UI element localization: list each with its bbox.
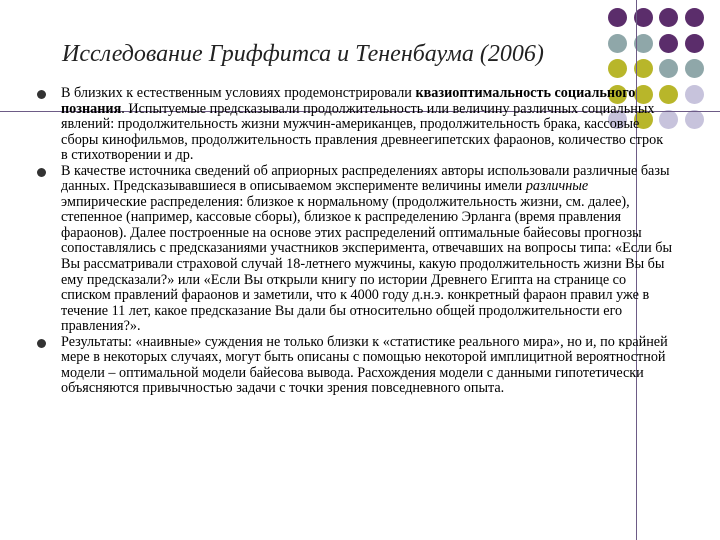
italic-emphasis: различные [525, 178, 589, 195]
bold-emphasis: квазиоптимальность социального познания [61, 85, 636, 117]
decorative-dot [685, 8, 704, 27]
slide-title: Исследование Гриффитса и Тененбаума (2006) [62, 41, 544, 67]
bullet-item [37, 86, 673, 164]
bullet-icon [37, 339, 46, 348]
bullet-list [37, 86, 673, 397]
decorative-dot [659, 8, 678, 27]
bullet-text: В близких к естественным условиях продемонстрировали квазиоптимальность социального познания. Испытуемые предсказывали продолжительность или величину различных социальных явлений: продолжительность жизни мужчин-американцев, продолжительность брака, кассовые сборы кинофильмов, продолжительность правления древнеегипетских фараонов, количество строк в стихотворении и др. [61, 85, 664, 164]
bullet-icon [37, 168, 46, 177]
decorative-dot [659, 59, 678, 78]
decorative-dot [608, 59, 627, 78]
bullet-text: Результаты: «наивные» суждения не только близки к «статистике реального мира», но и, по крайней мере в некоторых случаях, могут быть описаны с помощью некоторой имплицитной вероятностной модели – оптимальной модели байесова вывода. Расхождения модели с данными гипотетически объясняются привычностью задачи с точки зрения повседневного опыта. [61, 333, 668, 397]
bullet-icon [37, 90, 46, 99]
bullet-item [37, 335, 673, 397]
decorative-dot [608, 8, 627, 27]
decorative-dot [685, 110, 704, 129]
decorative-dot [659, 34, 678, 53]
bullet-text: В качестве источника сведений об априорных распределениях авторы использовали различные базы данных. Предсказывавшиеся в описываемом эксперименте величины имели различные эмпирические распределения: близкое к нормальному (продолжительность жизни, см. далее), степенное (например, кассовые сборы), близкое к распределению Эрланга (время правления фараонов). Далее построенные на основе этих распределений оптимальные байесовы прогнозы сопоставлялись с предсказаниями участников эксперимента, отвечавших на вопросы типа: «Если бы Вы рассматривали страховой случай 18-летнего мужчины, какую продолжительность жизни Вы бы ему предсказали?» или «Если Вы открыли книгу по истории Древнего Египта на странице со списком правлений фараонов и заметили, что к 4000 году д.н.э. конкретный фараон правил уже в течение 11 лет, какое предсказание Вы дали бы относительно общей продолжительности его правления?». [61, 162, 673, 335]
bullet-item [37, 164, 673, 335]
decorative-dot [685, 85, 704, 104]
decorative-dot [685, 34, 704, 53]
decorative-dot [685, 59, 704, 78]
decorative-dot [608, 34, 627, 53]
